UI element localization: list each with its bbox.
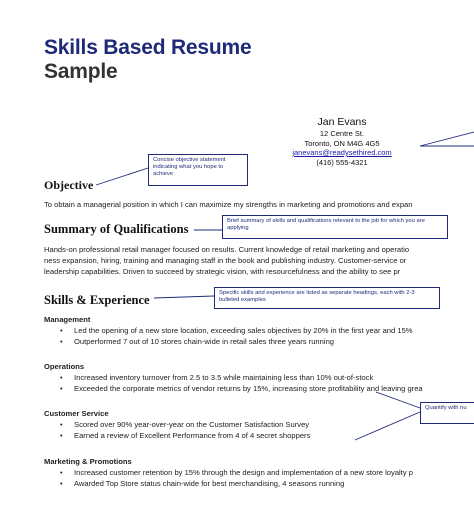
list-item: • Scored over 90% year-over-year on the Customer Satisfaction Survey	[60, 420, 474, 431]
callout-objective: Concise objective statement indicating what you hope to achieve	[148, 154, 248, 186]
group-title-marketing: Marketing & Promotions	[44, 457, 132, 466]
list-item: • Increased customer retention by 15% through the design and implementation of a new store loyalty p	[60, 468, 474, 479]
bullet-list-marketing	[60, 468, 474, 489]
callout-skills: Specific skills and experience are listed as separate headings, each with 2-3 bulleted examples	[214, 287, 440, 309]
contact-name: Jan Evans	[317, 116, 367, 128]
list-item: • Exceeded the corporate metrics of vendor returns by 15%, increasing store profitability and leaving grea	[60, 384, 474, 395]
group-title-management: Management	[44, 315, 91, 324]
group-title-operations: Operations	[44, 362, 85, 371]
bullet-list-customer-service	[60, 420, 474, 441]
list-item: • Outperformed 7 out of 10 stores chain-wide in retail sales three years running	[60, 337, 474, 348]
contact-email-link[interactable]: janevans@readysethired.com	[292, 148, 392, 157]
group-title-customer-service: Customer Service	[44, 409, 109, 418]
skills-heading: Skills & Experience	[44, 293, 150, 307]
resume-title: Skills Based Resume	[44, 36, 252, 59]
qualifications-line: leadership capabilities. Driven to succeed by strategic vision, with resourcefulness and the ability to see pr	[44, 267, 401, 276]
skills-callout-line	[154, 296, 214, 298]
contact-callout-line-top	[420, 132, 474, 146]
bullet-list-management	[60, 326, 474, 347]
list-item: • Increased inventory turnover from 2.5 to 3.5 while maintaining less than 10% out-of-stock	[60, 373, 474, 384]
list-item: • Led the opening of a new store location, exceeding sales objectives by 20% in the first year and 15%	[60, 326, 474, 337]
callout-quantify: Quantify with nu	[420, 402, 474, 424]
list-item: • Awarded Top Store status chain-wide for best merchandising, 4 seasons running	[60, 479, 474, 490]
bullet-list-operations	[60, 373, 474, 394]
qualifications-heading: Summary of Qualifications	[44, 222, 189, 236]
contact-phone: (416) 555-4321	[316, 157, 368, 167]
objective-text: To obtain a managerial position in which I can maximize my strengths in marketing and promotions and expan	[44, 200, 413, 209]
contact-street: 12 Centre St.	[319, 129, 365, 138]
objective-callout-line	[96, 168, 148, 185]
resume-subtitle: Sample	[44, 60, 118, 83]
quantify-callout-line-1	[376, 392, 420, 408]
qualifications-line: Hands-on professional retail manager focused on results. Current knowledge of retail marketing and operatio	[44, 245, 410, 254]
objective-heading: Objective	[44, 178, 94, 192]
callout-qualifications: Brief summary of skills and qualifications relevant to the job for which you are applying	[222, 215, 448, 239]
contact-city: Toronto, ON M4G 4G5	[304, 138, 380, 148]
qualifications-line: ness expansion, hiring, training and managing staff in the book and publishing industry. Customer-service or	[44, 256, 407, 265]
list-item: • Earned a review of Excellent Performance from 4 of 4 secret shoppers	[60, 431, 474, 442]
